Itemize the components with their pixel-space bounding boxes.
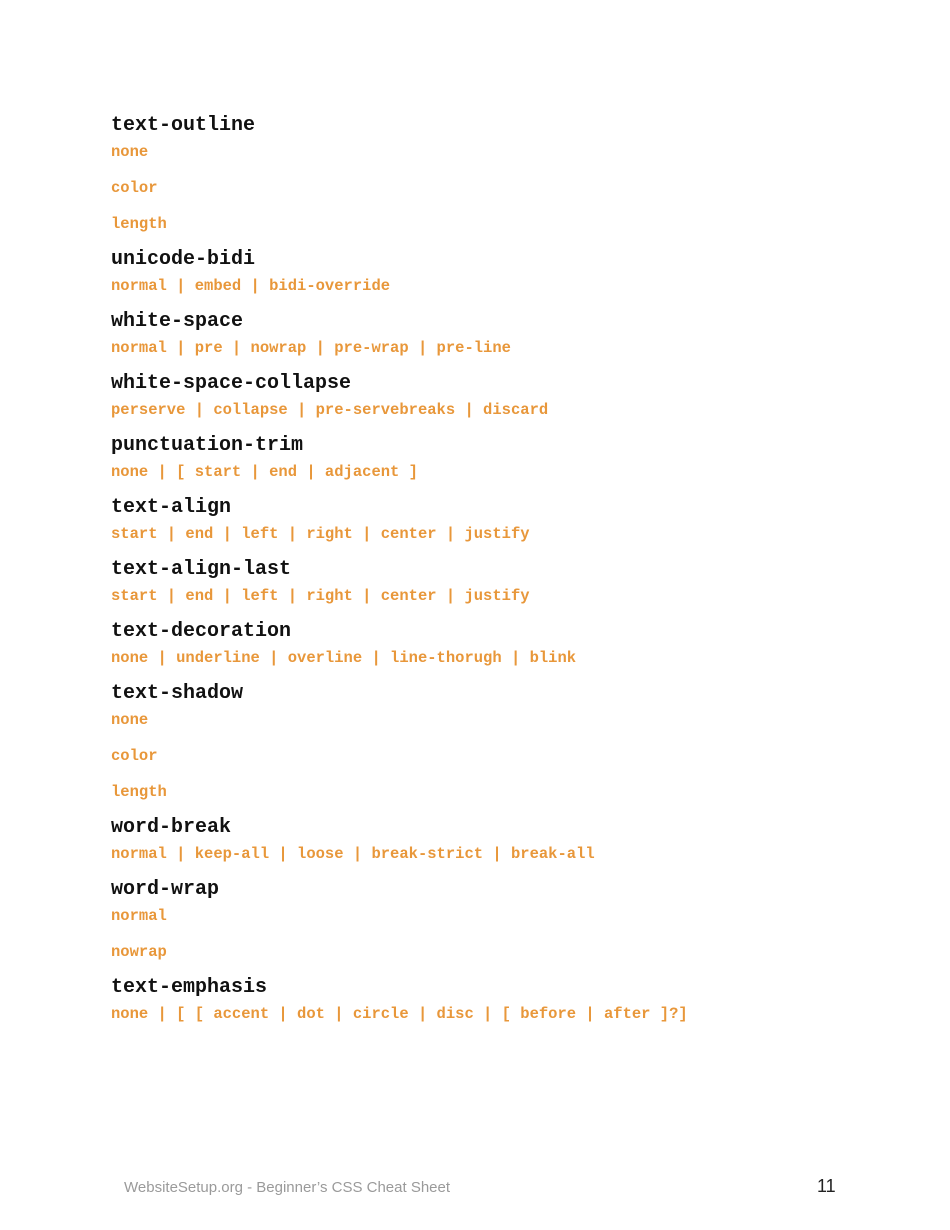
property-value: color [111, 179, 158, 197]
property-value: start | end | left | right | center | justify [111, 525, 530, 543]
property-value: length [111, 783, 167, 801]
property-name: word-break [111, 816, 232, 839]
property-value: color [111, 747, 158, 765]
property-value: none [111, 711, 149, 729]
property-value: normal | embed | bidi-override [111, 277, 391, 295]
property-block [111, 494, 891, 544]
property-name: text-outline [111, 114, 256, 137]
footer-text: WebsiteSetup.org - Beginner’s CSS Cheat Sheet [124, 1179, 451, 1196]
property-block [111, 680, 891, 802]
property-value: none | underline | overline | line-thorugh | blink [111, 649, 577, 667]
property-block [111, 370, 891, 420]
property-value: none | [ start | end | adjacent ] [111, 463, 418, 481]
page-number: 11 [817, 1176, 836, 1196]
property-name: white-space [111, 310, 244, 333]
property-block [111, 876, 891, 962]
property-name: text-shadow [111, 682, 244, 705]
property-block [111, 112, 891, 234]
property-value: normal | pre | nowrap | pre-wrap | pre-line [111, 339, 511, 357]
property-block [111, 246, 891, 296]
property-block [111, 974, 891, 1024]
property-value: normal | keep-all | loose | break-strict | break-all [111, 845, 595, 863]
property-name: punctuation-trim [111, 434, 304, 457]
property-name: unicode-bidi [111, 248, 256, 271]
property-block [111, 432, 891, 482]
property-name: white-space-collapse [111, 372, 352, 395]
property-name: text-align-last [111, 558, 292, 581]
property-value: none | [ [ accent | dot | circle | disc | [ before | after ]?] [111, 1005, 688, 1023]
property-name: text-emphasis [111, 976, 268, 999]
property-name: word-wrap [111, 878, 220, 901]
property-name: text-align [111, 496, 232, 519]
property-value: normal [111, 907, 167, 925]
property-block [111, 556, 891, 606]
property-value: start | end | left | right | center | justify [111, 587, 530, 605]
property-block [111, 618, 891, 668]
property-value: length [111, 215, 167, 233]
property-value: none [111, 143, 149, 161]
property-block [111, 308, 891, 358]
property-value: nowrap [111, 943, 167, 961]
cheat-sheet-content [111, 112, 891, 1036]
property-value: perserve | collapse | pre-servebreaks | discard [111, 401, 549, 419]
property-block [111, 814, 891, 864]
property-name: text-decoration [111, 620, 292, 643]
